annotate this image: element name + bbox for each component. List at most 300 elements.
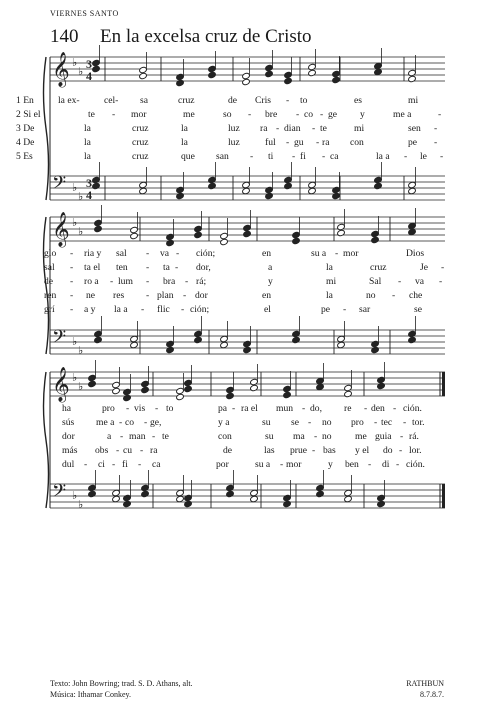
- lyric-syllable: -: [403, 417, 407, 428]
- lyric-syllable: luz: [228, 137, 240, 148]
- lyric-syllable: vis: [134, 403, 146, 414]
- lyric-syllable: la ex-: [58, 95, 80, 106]
- note-head: [220, 232, 229, 239]
- note-head: [166, 233, 175, 240]
- lyric-syllable: -: [322, 151, 326, 162]
- lyric-syllable: dor: [62, 431, 75, 442]
- note-head: [265, 186, 274, 193]
- note-head: [308, 69, 317, 76]
- lyric-syllable: -: [155, 403, 159, 414]
- lyric-syllable: la: [181, 123, 188, 134]
- note-head: [292, 231, 301, 238]
- lyric-syllable: cruz: [132, 137, 149, 148]
- note-head: [166, 239, 175, 246]
- note-head: [316, 383, 325, 390]
- note-head: [226, 490, 235, 497]
- lyric-syllable: -: [434, 123, 438, 134]
- note-head: [332, 186, 341, 193]
- lyric-syllable: 4 De: [16, 137, 35, 148]
- note-head: [243, 340, 252, 347]
- lyric-syllable: en: [262, 248, 272, 259]
- lyric-syllable: -: [84, 459, 88, 470]
- flat-icon: ♭: [72, 335, 78, 348]
- note-head: [316, 377, 325, 384]
- lyric-syllable: le: [420, 151, 427, 162]
- note-head: [377, 494, 386, 501]
- time-sig-bottom: 4: [86, 188, 92, 202]
- lyric-syllable: la a: [376, 151, 390, 162]
- lyric-syllable: ca: [152, 459, 161, 470]
- lyric-syllable: ria y: [84, 248, 102, 259]
- lyric-syllable: y a: [218, 417, 230, 428]
- lyric-syllable: glo: [44, 248, 57, 259]
- note-head: [92, 176, 101, 183]
- lyric-syllable: -: [302, 403, 306, 414]
- lyric-syllable: -: [296, 109, 300, 120]
- lyric-syllable: Sal: [369, 276, 382, 287]
- note-head: [371, 340, 380, 347]
- note-head: [316, 490, 325, 497]
- lyric-syllable: re: [344, 403, 352, 414]
- note-head: [265, 64, 274, 71]
- note-head: [242, 72, 251, 79]
- note-head: [123, 388, 132, 395]
- lyric-syllable: me: [355, 431, 367, 442]
- note-head: [292, 330, 301, 337]
- note-head: [332, 76, 341, 83]
- lyric-syllable: bas: [323, 445, 336, 456]
- note-head: [408, 187, 417, 194]
- lyric-syllable: su: [265, 431, 274, 442]
- lyric-syllable: -: [70, 304, 74, 315]
- bass-clef-icon: 𝄢: [52, 173, 67, 198]
- time-sig-top: 3: [86, 176, 92, 190]
- note-head: [284, 176, 293, 183]
- lyric-syllable: -: [312, 123, 316, 134]
- lyric-syllable: -: [185, 276, 189, 287]
- lyric-syllable: -: [440, 151, 444, 162]
- note-head: [226, 392, 235, 399]
- note-head: [408, 222, 417, 229]
- note-head: [176, 186, 185, 193]
- note-head: [265, 192, 274, 199]
- lyric-syllable: -: [280, 459, 284, 470]
- note-head: [176, 495, 185, 502]
- lyric-syllable: ci: [98, 459, 105, 470]
- note-head: [194, 330, 203, 337]
- lyric-syllable: do: [383, 445, 393, 456]
- note-head: [374, 182, 383, 189]
- lyric-syllable: -: [276, 123, 280, 134]
- lyric-syllable: sen: [408, 123, 421, 134]
- lyric-syllable: ben: [345, 459, 359, 470]
- final-barline-thick: [442, 484, 445, 508]
- lyric-syllable: ra el: [241, 403, 258, 414]
- note-head: [184, 385, 193, 392]
- lyric-syllable: que: [181, 151, 195, 162]
- flat-icon: ♭: [78, 498, 84, 511]
- note-head: [242, 187, 251, 194]
- note-head: [250, 378, 259, 385]
- note-head: [408, 75, 417, 82]
- lyric-syllable: ción;: [196, 248, 216, 259]
- note-head: [88, 484, 97, 491]
- lyric-syllable: y: [360, 109, 365, 120]
- lyric-syllable: y el: [355, 445, 370, 456]
- note-head: [130, 226, 139, 233]
- note-head: [344, 489, 353, 496]
- note-head: [374, 62, 383, 69]
- lyric-syllable: la: [84, 151, 91, 162]
- note-head: [284, 71, 293, 78]
- note-head: [176, 393, 185, 400]
- lyric-syllable: lum: [118, 276, 133, 287]
- lyric-syllable: -: [181, 304, 185, 315]
- system-brace: [44, 57, 49, 200]
- note-head: [112, 495, 121, 502]
- lyric-syllable: -: [250, 151, 254, 162]
- note-head: [208, 182, 217, 189]
- treble-clef-icon: 𝄞: [52, 52, 70, 87]
- note-head: [243, 224, 252, 231]
- lyric-syllable: sal: [44, 262, 55, 273]
- lyric-syllable: 2 Si el: [16, 109, 41, 120]
- note-head: [408, 69, 417, 76]
- lyric-syllable: -: [176, 248, 180, 259]
- lyric-syllable: las: [264, 445, 275, 456]
- lyric-syllable: cu: [123, 445, 133, 456]
- note-head: [130, 335, 139, 342]
- lyric-syllable: la a: [114, 304, 128, 315]
- lyric-syllable: es: [354, 95, 362, 106]
- lyric-syllable: bre: [265, 109, 278, 120]
- treble-clef-icon: 𝄞: [52, 367, 70, 402]
- note-head: [250, 489, 259, 496]
- lyric-syllable: -: [398, 276, 402, 287]
- lyric-syllable: -: [232, 403, 236, 414]
- lyric-syllable: obs: [95, 445, 109, 456]
- lyric-syllable: ge: [328, 109, 338, 120]
- note-head: [344, 384, 353, 391]
- lyric-syllable: -: [183, 290, 187, 301]
- lyric-syllable: tor.: [412, 417, 425, 428]
- lyric-syllable: di: [382, 459, 390, 470]
- lyric-syllable: sal: [116, 248, 127, 259]
- lyric-syllable: co: [304, 109, 314, 120]
- lyric-syllable: a y: [84, 304, 96, 315]
- note-head: [141, 386, 150, 393]
- lyric-syllable: 1 En: [16, 95, 34, 106]
- note-head: [283, 385, 292, 392]
- lyric-syllable: -: [308, 417, 312, 428]
- lyric-syllable: ma: [293, 431, 305, 442]
- lyric-syllable: -: [374, 417, 378, 428]
- note-head: [139, 72, 148, 79]
- lyric-syllable: pa: [218, 403, 228, 414]
- note-head: [92, 59, 101, 66]
- note-head: [130, 341, 139, 348]
- lyric-syllable: -: [126, 403, 130, 414]
- lyric-syllable: guia: [375, 431, 392, 442]
- lyric-syllable: de: [228, 95, 238, 106]
- note-head: [408, 330, 417, 337]
- lyric-syllable: -: [248, 109, 252, 120]
- lyric-syllable: che: [409, 290, 423, 301]
- lyric-syllable: -: [146, 262, 150, 273]
- lyric-syllable: rá.: [409, 431, 419, 442]
- lyric-syllable: Cris: [255, 95, 271, 106]
- lyric-syllable: ne: [86, 290, 96, 301]
- time-sig-top: 3: [86, 57, 92, 71]
- hymn-title: En la excelsa cruz de Cristo: [100, 26, 312, 47]
- lyric-syllable: dor,: [196, 262, 211, 273]
- note-head: [139, 66, 148, 73]
- flat-icon: ♭: [78, 380, 84, 393]
- note-head: [166, 340, 175, 347]
- lyric-syllable: mi: [326, 276, 337, 287]
- lyric-syllable: y: [268, 276, 273, 287]
- lyric-syllable: a: [107, 431, 112, 442]
- lyric-syllable: se: [414, 304, 422, 315]
- lyric-syllable: y: [328, 459, 333, 470]
- lyric-syllable: su a: [311, 248, 327, 259]
- lyric-syllable: -: [70, 248, 74, 259]
- lyric-syllable: fi: [300, 151, 306, 162]
- note-head: [332, 192, 341, 199]
- note-head: [374, 68, 383, 75]
- lyric-syllable: mor: [343, 248, 359, 259]
- lyric-syllable: sar: [359, 304, 371, 315]
- lyric-syllable: tec: [381, 417, 393, 428]
- note-head: [92, 65, 101, 72]
- hymn-number: 140: [50, 26, 79, 47]
- lyric-syllable: ge,: [150, 417, 162, 428]
- lyric-syllable: bra: [163, 276, 176, 287]
- lyric-syllable: ren: [44, 290, 57, 301]
- note-head: [283, 494, 292, 501]
- note-head: [337, 223, 346, 230]
- note-head: [337, 341, 346, 348]
- lyric-syllable: ha: [62, 403, 72, 414]
- lyric-syllable: ra: [260, 123, 268, 134]
- lyric-syllable: ta el: [84, 262, 101, 273]
- note-head: [94, 225, 103, 232]
- flat-icon: ♭: [72, 56, 78, 69]
- note-head: [292, 237, 301, 244]
- lyric-syllable: la: [84, 137, 91, 148]
- lyric-syllable: ra: [322, 137, 330, 148]
- treble-clef-icon: 𝄞: [52, 212, 70, 247]
- lyric-syllable: se: [291, 417, 299, 428]
- lyric-syllable: to: [300, 95, 308, 106]
- bass-clef-icon: 𝄢: [52, 481, 67, 506]
- lyric-syllable: me: [183, 109, 195, 120]
- lyric-syllable: prue: [290, 445, 308, 456]
- lyric-syllable: -: [314, 431, 318, 442]
- lyric-syllable: ción.: [406, 459, 425, 470]
- lyric-syllable: -: [140, 445, 144, 456]
- lyric-syllable: san: [216, 151, 229, 162]
- note-head: [408, 181, 417, 188]
- lyric-syllable: pro: [351, 417, 364, 428]
- lyric-syllable: to: [166, 403, 174, 414]
- lyric-syllable: ro a: [84, 276, 99, 287]
- note-head: [166, 346, 175, 353]
- note-head: [194, 336, 203, 343]
- lyric-syllable: va: [160, 248, 170, 259]
- note-head: [141, 380, 150, 387]
- lyric-syllable: 3 De: [16, 123, 35, 134]
- note-head: [130, 232, 139, 239]
- note-head: [337, 335, 346, 342]
- bass-clef-icon: 𝄢: [52, 327, 67, 352]
- note-head: [284, 77, 293, 84]
- note-head: [242, 78, 251, 85]
- tune-name: RATHBUN: [406, 679, 444, 688]
- note-head: [194, 225, 203, 232]
- note-head: [292, 336, 301, 343]
- note-head: [226, 484, 235, 491]
- lyric-syllable: mi: [408, 95, 419, 106]
- lyric-syllable: cel-: [104, 95, 119, 106]
- lyric-syllable: res: [113, 290, 125, 301]
- note-head: [250, 495, 259, 502]
- lyric-syllable: -: [292, 151, 296, 162]
- note-head: [408, 336, 417, 343]
- note-head: [184, 500, 193, 507]
- note-head: [88, 490, 97, 497]
- note-head: [176, 489, 185, 496]
- note-head: [92, 182, 101, 189]
- note-head: [123, 500, 132, 507]
- tune-meter: 8.7.8.7.: [420, 690, 444, 699]
- lyric-syllable: ful: [265, 137, 276, 148]
- lyric-syllable: por: [216, 459, 229, 470]
- lyric-syllable: -: [152, 431, 156, 442]
- note-head: [226, 386, 235, 393]
- lyric-syllable: me a: [96, 417, 115, 428]
- note-head: [371, 346, 380, 353]
- lyric-syllable: pe: [321, 304, 331, 315]
- note-head: [141, 490, 150, 497]
- lyric-syllable: grí: [44, 304, 55, 315]
- note-head: [176, 387, 185, 394]
- lyric-syllable: ción;: [190, 304, 210, 315]
- lyric-syllable: rá;: [196, 276, 207, 287]
- lyric-syllable: flic: [157, 304, 170, 315]
- lyric-syllable: dul: [62, 459, 75, 470]
- credits: [50, 678, 193, 700]
- lyric-syllable: -: [286, 137, 290, 148]
- lyric-syllable: con: [218, 431, 232, 442]
- note-head: [184, 379, 193, 386]
- lyric-syllable: Dios: [406, 248, 425, 259]
- lyric-syllable: te: [88, 109, 95, 120]
- lyric-syllable: -: [120, 431, 124, 442]
- note-head: [371, 236, 380, 243]
- note-head: [308, 63, 317, 70]
- lyric-syllable: cruz: [132, 151, 149, 162]
- note-head: [139, 181, 148, 188]
- lyric-syllable: -: [439, 276, 443, 287]
- note-head: [184, 494, 193, 501]
- lyric-syllable: más: [62, 445, 78, 456]
- note-head: [112, 381, 121, 388]
- note-head: [377, 382, 386, 389]
- note-head: [316, 484, 325, 491]
- lyric-syllable: -: [138, 459, 142, 470]
- lyric-syllable: co: [125, 417, 135, 428]
- lyric-syllable: -: [316, 137, 320, 148]
- lyric-syllable: man: [129, 431, 146, 442]
- lyric-syllable: me a: [393, 109, 412, 120]
- lyric-syllable: -: [141, 304, 145, 315]
- lyric-syllable: mun: [276, 403, 294, 414]
- lyric-syllable: mor: [131, 109, 147, 120]
- lyric-syllable: te: [320, 123, 327, 134]
- lyric-syllable: -: [434, 137, 438, 148]
- note-head: [139, 187, 148, 194]
- lyric-syllable: so: [223, 109, 232, 120]
- note-head: [220, 341, 229, 348]
- note-head: [123, 494, 132, 501]
- note-head: [265, 70, 274, 77]
- note-head: [208, 65, 217, 72]
- section-label: VIERNES SANTO: [50, 9, 119, 18]
- lyric-syllable: cruz: [132, 123, 149, 134]
- note-head: [242, 181, 251, 188]
- lyric-syllable: -: [70, 276, 74, 287]
- note-head: [284, 182, 293, 189]
- lyric-syllable: den: [371, 403, 385, 414]
- note-head: [94, 336, 103, 343]
- lyric-syllable: do,: [310, 403, 322, 414]
- lyric-syllable: -: [175, 262, 179, 273]
- note-head: [194, 231, 203, 238]
- lyric-syllable: cruz: [178, 95, 195, 106]
- lyric-syllable: -: [396, 459, 400, 470]
- lyric-syllable: su a: [255, 459, 271, 470]
- lyric-syllable: -: [146, 290, 150, 301]
- flat-icon: ♭: [72, 371, 78, 384]
- lyric-syllable: de: [223, 445, 233, 456]
- lyric-syllable: -: [404, 151, 408, 162]
- note-head: [308, 187, 317, 194]
- note-head: [112, 387, 121, 394]
- lyric-syllable: no: [366, 290, 376, 301]
- system-brace: [44, 372, 49, 508]
- note-head: [243, 230, 252, 237]
- lyric-syllable: -: [368, 459, 372, 470]
- note-head: [208, 71, 217, 78]
- lyric-syllable: -: [392, 290, 396, 301]
- note-head: [250, 384, 259, 391]
- note-head: [371, 230, 380, 237]
- note-head: [344, 390, 353, 397]
- note-head: [332, 70, 341, 77]
- lyric-syllable: luz: [228, 123, 240, 134]
- lyric-syllable: -: [364, 403, 368, 414]
- note-head: [220, 238, 229, 245]
- lyric-syllable: -: [441, 262, 445, 273]
- lyric-syllable: -: [119, 417, 123, 428]
- lyric-syllable: su: [262, 417, 271, 428]
- lyric-syllable: ca: [330, 151, 339, 162]
- lyric-syllable: ción.: [403, 403, 422, 414]
- lyric-syllable: 5 Es: [16, 151, 33, 162]
- lyric-syllable: dor: [195, 290, 208, 301]
- lyric-syllable: en: [262, 290, 272, 301]
